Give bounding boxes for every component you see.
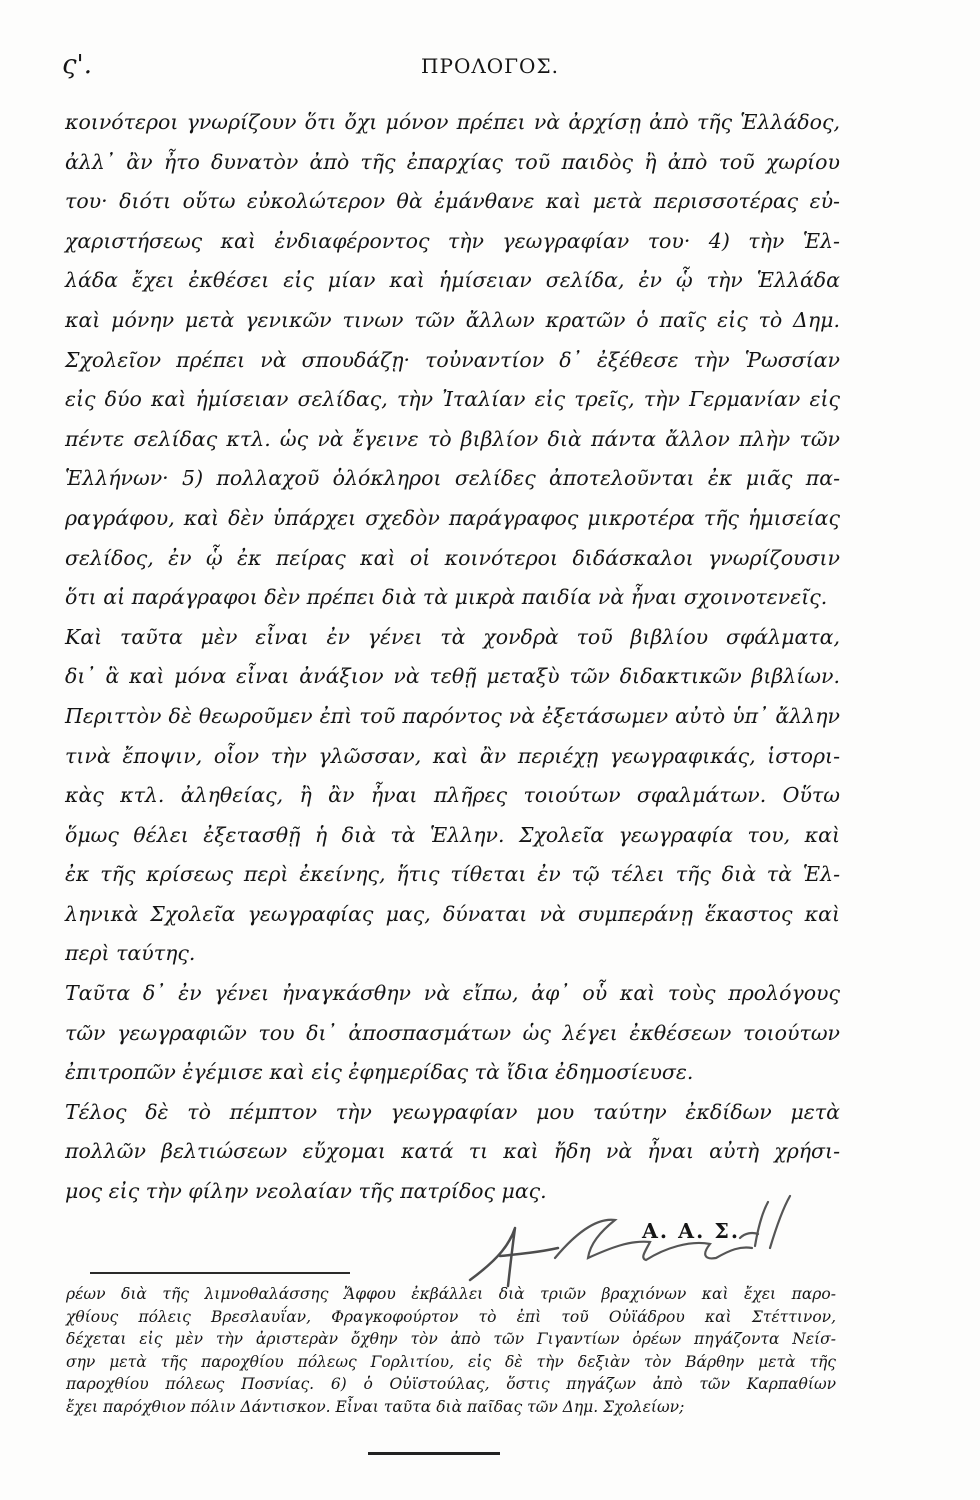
text-line: Σχολεῖον πρέπει νὰ σπουδάζῃ· τοὐναντίον δ᾽ ἐξέθεσε τὴν Ῥωσσίαν [65, 347, 840, 372]
text-line: λάδα ἔχει ἐκθέσει εἰς μίαν καὶ ἡμίσειαν σελίδα, ἐν ᾧ τὴν Ἑλλάδα [65, 268, 840, 293]
text-line: εἰς δύο καὶ ἡμίσειαν σελίδας, τὴν Ἰταλίαν εἰς τρεῖς, τὴν Γερμανίαν εἰς [65, 387, 840, 412]
text-line: Περιττὸν δὲ θεωροῦμεν ἐπὶ τοῦ παρόντος νὰ ἐξετάσωμεν αὐτὸ ὑπ᾽ ἄλλην [65, 703, 840, 728]
text-line: Ἑλλήνων· 5) πολλαχοῦ ὁλόκληροι σελίδες ἀποτελοῦνται ἐκ μιᾶς πα- [65, 466, 840, 491]
text-line: τῶν γεωγραφιῶν του δι᾽ ἀποσπασμάτων ὡς λέγει ἐκθέσεων τοιούτων [65, 1020, 840, 1045]
footnote-divider [90, 1272, 350, 1274]
footnote-text [66, 1283, 836, 1419]
text-line: χαριστήσεως καὶ ἐνδιαφέροντος τὴν γεωγραφίαν του· 4) τὴν Ἑλ- [65, 228, 840, 253]
text-line: πολλῶν βελτιώσεων εὔχομαι κατά τι καὶ ἤδη νὰ ἦναι αὐτὴ χρήσι- [65, 1139, 840, 1164]
footnote-line: παροχθίου πόλεως Ποσνίας. 6) ὁ Οὐϊστούλας, ὅστις πηγάζων ἀπὸ τῶν Καρπαθίων [66, 1375, 836, 1394]
text-line: περὶ ταύτης. [65, 941, 196, 966]
end-ornament-rule [368, 1452, 500, 1455]
text-line: ληνικὰ Σχολεῖα γεωγραφίας μας, δύναται νὰ συμπεράνῃ ἕκαστος καὶ [65, 901, 840, 926]
text-line: τινὰ ἔποψιν, οἷον τὴν γλῶσσαν, καὶ ἂν περιέχῃ γεωγραφικάς, ἱστορι- [65, 743, 840, 768]
text-line: πέντε σελίδας κτλ. ὡς νὰ ἔγεινε τὸ βιβλίον διὰ πάντα ἄλλον πλὴν τῶν [65, 426, 840, 451]
page-number: ς'. [62, 50, 92, 80]
text-line: μος εἰς τὴν φίλην νεολαίαν τῆς πατρίδος μας. [65, 1179, 547, 1204]
text-line: ραγράφου, καὶ δὲν ὑπάρχει σχεδὸν παράγραφος μικροτέρα τῆς ἡμισείας [65, 505, 840, 530]
main-text [65, 103, 840, 1251]
footnote-line: ρέων διὰ τῆς λιμνοθαλάσσης Ἄφφου ἐκβάλλει διὰ τριῶν βραχιόνων καὶ ἔχει παρο- [66, 1285, 836, 1303]
text-line: ἐκ τῆς κρίσεως περὶ ἐκείνης, ἥτις τίθεται ἐν τῷ τέλει τῆς διὰ τὰ Ἑλ- [65, 862, 840, 887]
handwritten-signature [440, 1188, 820, 1298]
text-line: κὰς κτλ. ἀληθείας, ἢ ἂν ἦναι πλῆρες τοιούτων σφαλμάτων. Οὕτω [65, 783, 840, 808]
footnote-line: χθίους πόλεις Βρεσλαυΐαν, Φραγκοφούρτον τὸ ἐπὶ τοῦ Οὐϊάδρου καὶ Στέττινον, [66, 1307, 836, 1326]
text-line: κοινότεροι γνωρίζουν ὅτι ὄχι μόνον πρέπει νὰ ἀρχίσῃ ἀπὸ τῆς Ἑλλάδος, [65, 110, 840, 134]
text-line: ὅτι αἱ παράγραφοι δὲν πρέπει διὰ τὰ μικρὰ παιδία νὰ ἦναι σχοινοτενεῖς. [65, 585, 828, 610]
text-line: ὅμως θέλει ἐξετασθῇ ἡ διὰ τὰ Ἑλλην. Σχολεῖα γεωγραφία του, καὶ [65, 822, 840, 847]
text-line: δι᾽ ἃ καὶ μόνα εἶναι ἀνάξιον νὰ τεθῇ μεταξὺ τῶν διδακτικῶν βιβλίων. [65, 664, 840, 689]
text-line: του· διότι οὕτω εὐκολώτερον θὰ ἐμάνθανε καὶ μετὰ περισσοτέρας εὐ- [65, 189, 840, 214]
text-line: Καὶ ταῦτα μὲν εἶναι ἐν γένει τὰ χονδρὰ τοῦ βιβλίου σφάλματα, [65, 624, 840, 649]
footnote-line: σην μετὰ τῆς παροχθίου πόλεως Γορλιτίου, εἰς δὲ τὴν δεξιὰν τὸν Βάρθην μετὰ τῆς [66, 1352, 836, 1371]
footnote-line: ἔχει παρόχθιον πόλιν Δάντισκον. Εἶναι ταῦτα διὰ παῖδας τῶν Δημ. Σχολείων; [66, 1397, 685, 1416]
text-line: ἐπιτροπῶν ἐγέμισε καὶ εἰς ἐφημερίδας τὰ ἴδια ἐδημοσίευσε. [65, 1060, 694, 1085]
footnote-line: δέχεται εἰς μὲν τὴν ἀριστερὰν ὄχθην τὸν ἀπὸ τῶν Γιγαντίων ὀρέων πηγάζοντα Νείσ- [66, 1330, 836, 1349]
text-line: ἀλλ᾽ ἂν ἦτο δυνατὸν ἀπὸ τῆς ἐπαρχίας τοῦ παιδὸς ἢ ἀπὸ τοῦ χωρίου [65, 149, 840, 174]
text-line: καὶ μόνην μετὰ γενικῶν τινων τῶν ἄλλων κρατῶν ὁ παῖς εἰς τὸ Δημ. [65, 307, 840, 332]
text-line: Τέλος δὲ τὸ πέμπτον τὴν γεωγραφίαν μου ταύτην ἐκδίδων μετὰ [65, 1099, 840, 1124]
running-head: ΠΡΟΛΟΓΟΣ. [421, 54, 559, 78]
text-line: σελίδος, ἐν ᾧ ἐκ πείρας καὶ οἱ κοινότεροι διδάσκαλοι γνωρίζουσιν [65, 545, 840, 570]
author-initials: Α. Α. Σ. [642, 1218, 740, 1243]
text-line: Ταῦτα δ᾽ ἐν γένει ἠναγκάσθην νὰ εἴπω, ἀφ᾽ οὗ καὶ τοὺς προλόγους [65, 981, 840, 1006]
